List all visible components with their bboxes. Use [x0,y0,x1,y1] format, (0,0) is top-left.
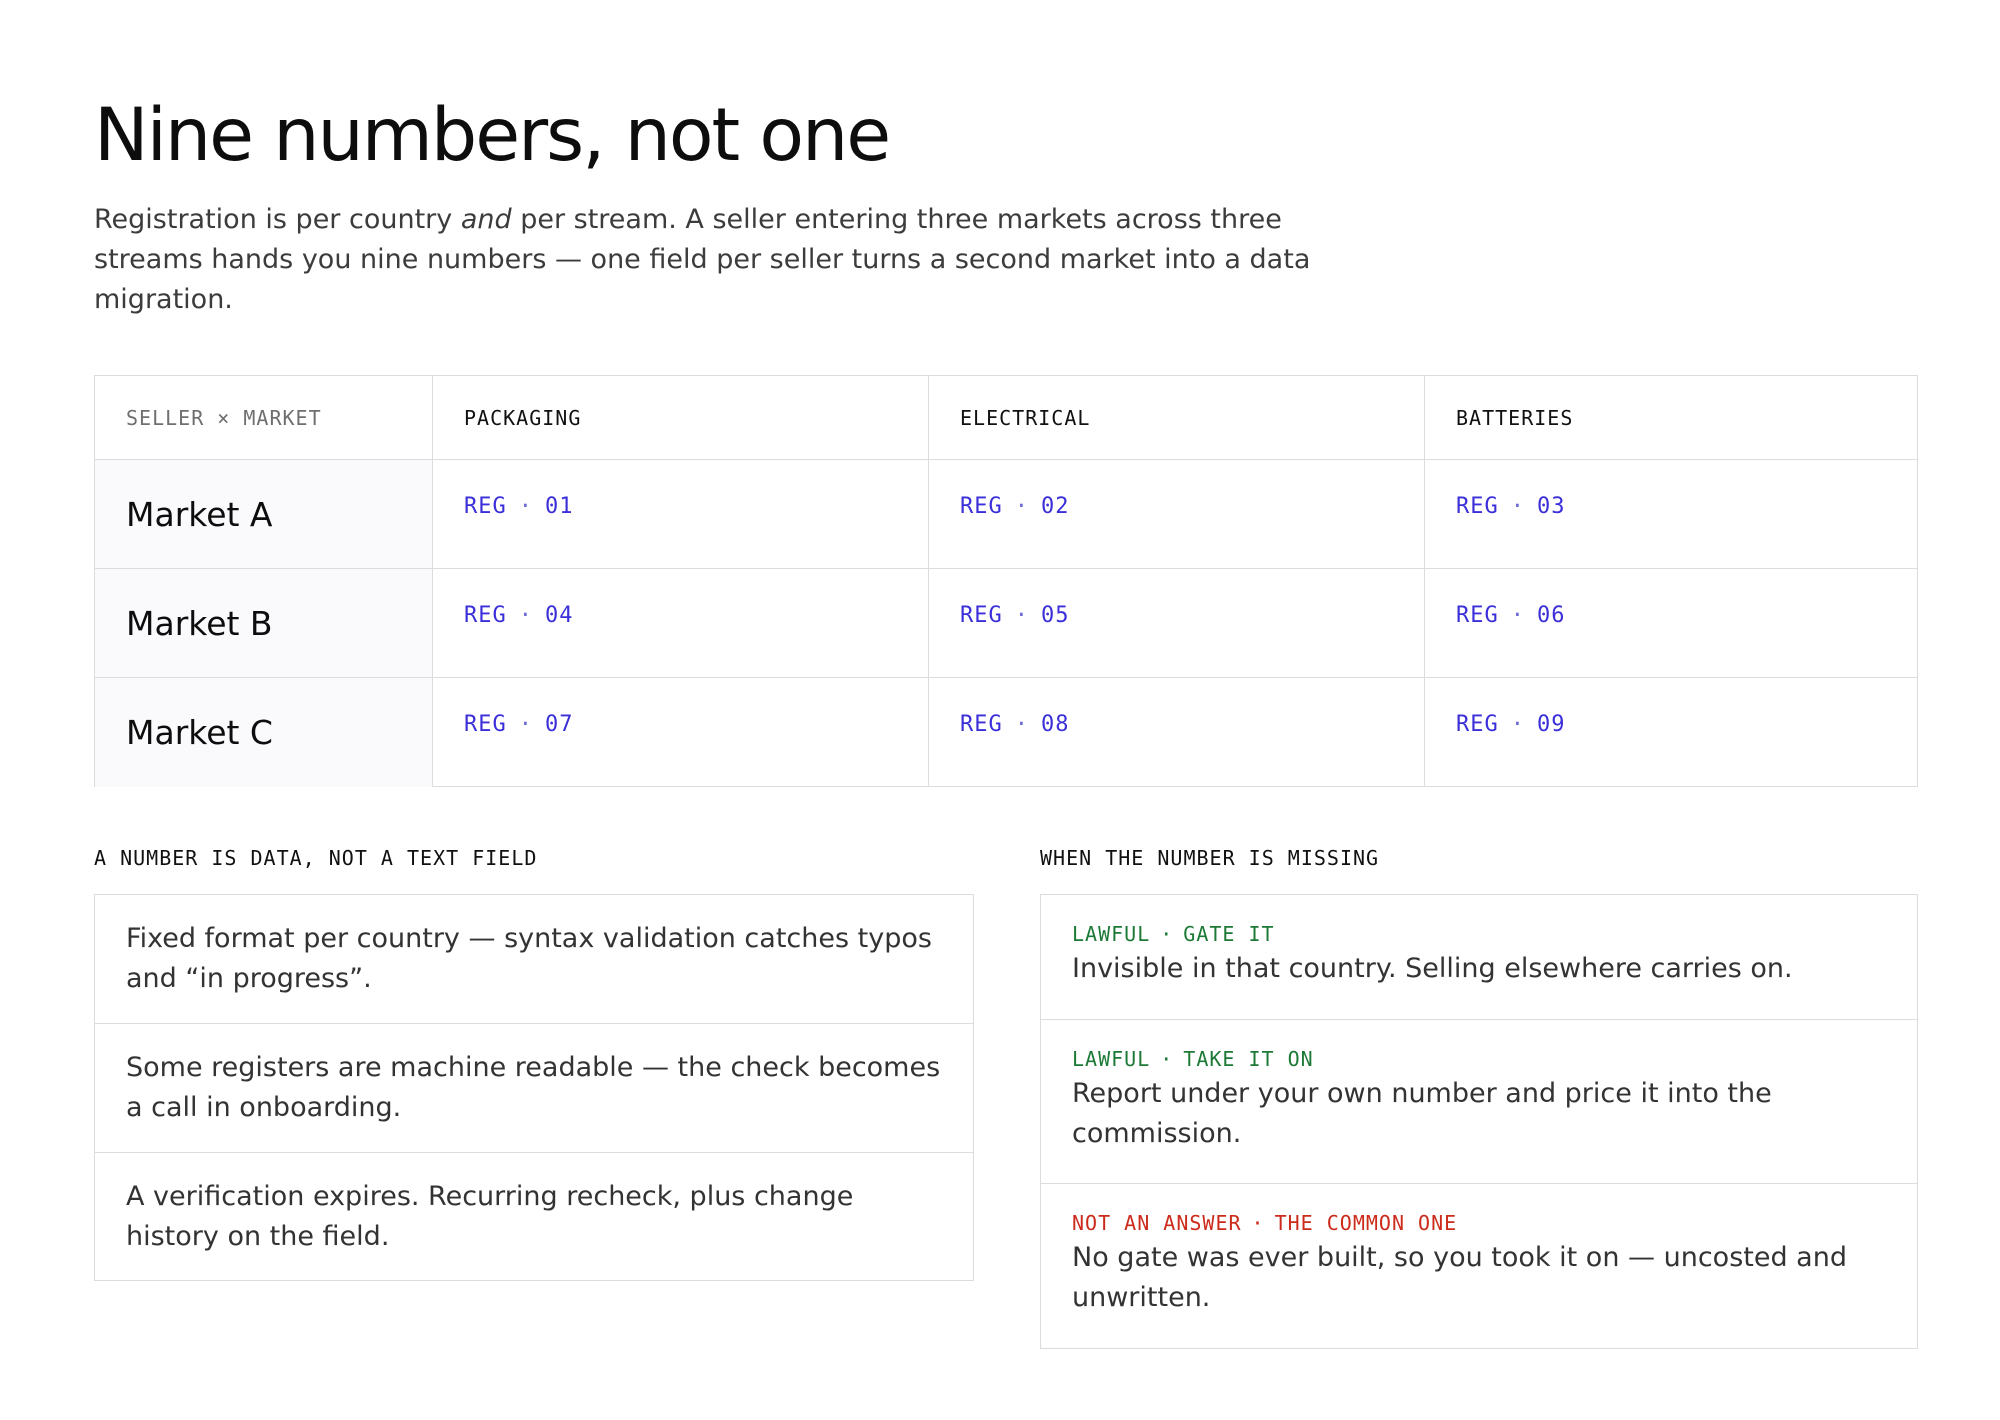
missing-options-list [1040,894,1918,1349]
reg-prefix: REG [464,603,507,628]
registration-matrix [94,375,1918,787]
reg-number: 06 [1537,603,1566,628]
reg-cell [1425,569,1917,677]
reg-cell [1425,678,1917,787]
tag-separator: · [1160,1047,1174,1071]
tag-kind: NOT AN ANSWER [1072,1211,1242,1235]
warning-tag [1072,1210,1886,1236]
column-header-packaging: PACKAGING [433,376,929,459]
reg-cell [929,460,1425,568]
option-common-one [1041,1184,1917,1348]
matrix-row-market-c [95,678,1917,787]
reg-separator: · [518,712,533,737]
tag-separator: · [1160,922,1174,946]
reg-separator: · [1510,603,1525,628]
page-title: Nine numbers, not one [94,93,890,178]
reg-cell [433,569,929,677]
list-item: Fixed format per country — syntax validation catches typos and “in progress”. [95,895,973,1024]
missing-section-label: WHEN THE NUMBER IS MISSING [1040,846,1380,870]
reg-number: 03 [1537,494,1566,519]
matrix-row-market-a [95,460,1917,569]
reg-cell [929,569,1425,677]
column-header-electrical: ELECTRICAL [929,376,1425,459]
reg-number: 02 [1041,494,1070,519]
reg-prefix: REG [464,494,507,519]
reg-prefix: REG [1456,494,1499,519]
option-description: No gate was ever built, so you took it on — uncosted and unwritten. [1072,1242,1847,1313]
reg-number: 08 [1041,712,1070,737]
option-gate-it [1041,895,1917,1020]
data-section-label: A NUMBER IS DATA, NOT A TEXT FIELD [94,846,538,870]
reg-prefix: REG [1456,712,1499,737]
option-description: Invisible in that country. Selling elsewhere carries on. [1072,953,1793,984]
reg-number: 09 [1537,712,1566,737]
matrix-row-market-b [95,569,1917,678]
intro-text-start: Registration is per country [94,204,461,235]
matrix-corner-label: SELLER × MARKET [95,376,433,459]
reg-cell [433,460,929,568]
status-tag [1072,1046,1886,1072]
tag-kind: LAWFUL [1072,922,1151,946]
reg-number: 04 [545,603,574,628]
reg-separator: · [518,603,533,628]
reg-separator: · [1014,603,1029,628]
intro-paragraph [94,200,1344,320]
reg-separator: · [1014,712,1029,737]
reg-prefix: REG [1456,603,1499,628]
column-header-batteries: BATTERIES [1456,405,1574,430]
option-take-it-on [1041,1020,1917,1184]
tag-separator: · [1251,1211,1265,1235]
status-tag [1072,921,1886,947]
tag-action: THE COMMON ONE [1274,1211,1458,1235]
reg-number: 05 [1041,603,1070,628]
reg-separator: · [1510,494,1525,519]
tag-action: GATE IT [1183,922,1275,946]
reg-prefix: REG [960,494,1003,519]
row-header-market-a: Market A [95,460,433,568]
reg-cell [929,678,1425,787]
reg-separator: · [1014,494,1029,519]
matrix-header-row [95,376,1917,460]
reg-cell [1425,460,1917,568]
row-header-market-c: Market C [95,678,433,787]
reg-cell [433,678,929,787]
intro-text-end: per stream. A seller entering three markets across three streams hands you nine numbers — one field per seller turns a second market into a data migration. [94,204,1311,315]
reg-prefix: REG [960,603,1003,628]
option-description: Report under your own number and price it into the commission. [1072,1078,1772,1149]
intro-emphasis: and [460,204,512,235]
reg-prefix: REG [960,712,1003,737]
reg-number: 01 [545,494,574,519]
reg-separator: · [518,494,533,519]
reg-number: 07 [545,712,574,737]
tag-action: TAKE IT ON [1183,1047,1314,1071]
reg-prefix: REG [464,712,507,737]
list-item: A verification expires. Recurring recheck, plus change history on the field. [126,1181,854,1252]
row-header-market-b: Market B [95,569,433,677]
tag-kind: LAWFUL [1072,1047,1151,1071]
reg-separator: · [1510,712,1525,737]
list-item: Some registers are machine readable — the check becomes a call in onboarding. [95,1024,973,1153]
data-points-list [94,894,974,1281]
